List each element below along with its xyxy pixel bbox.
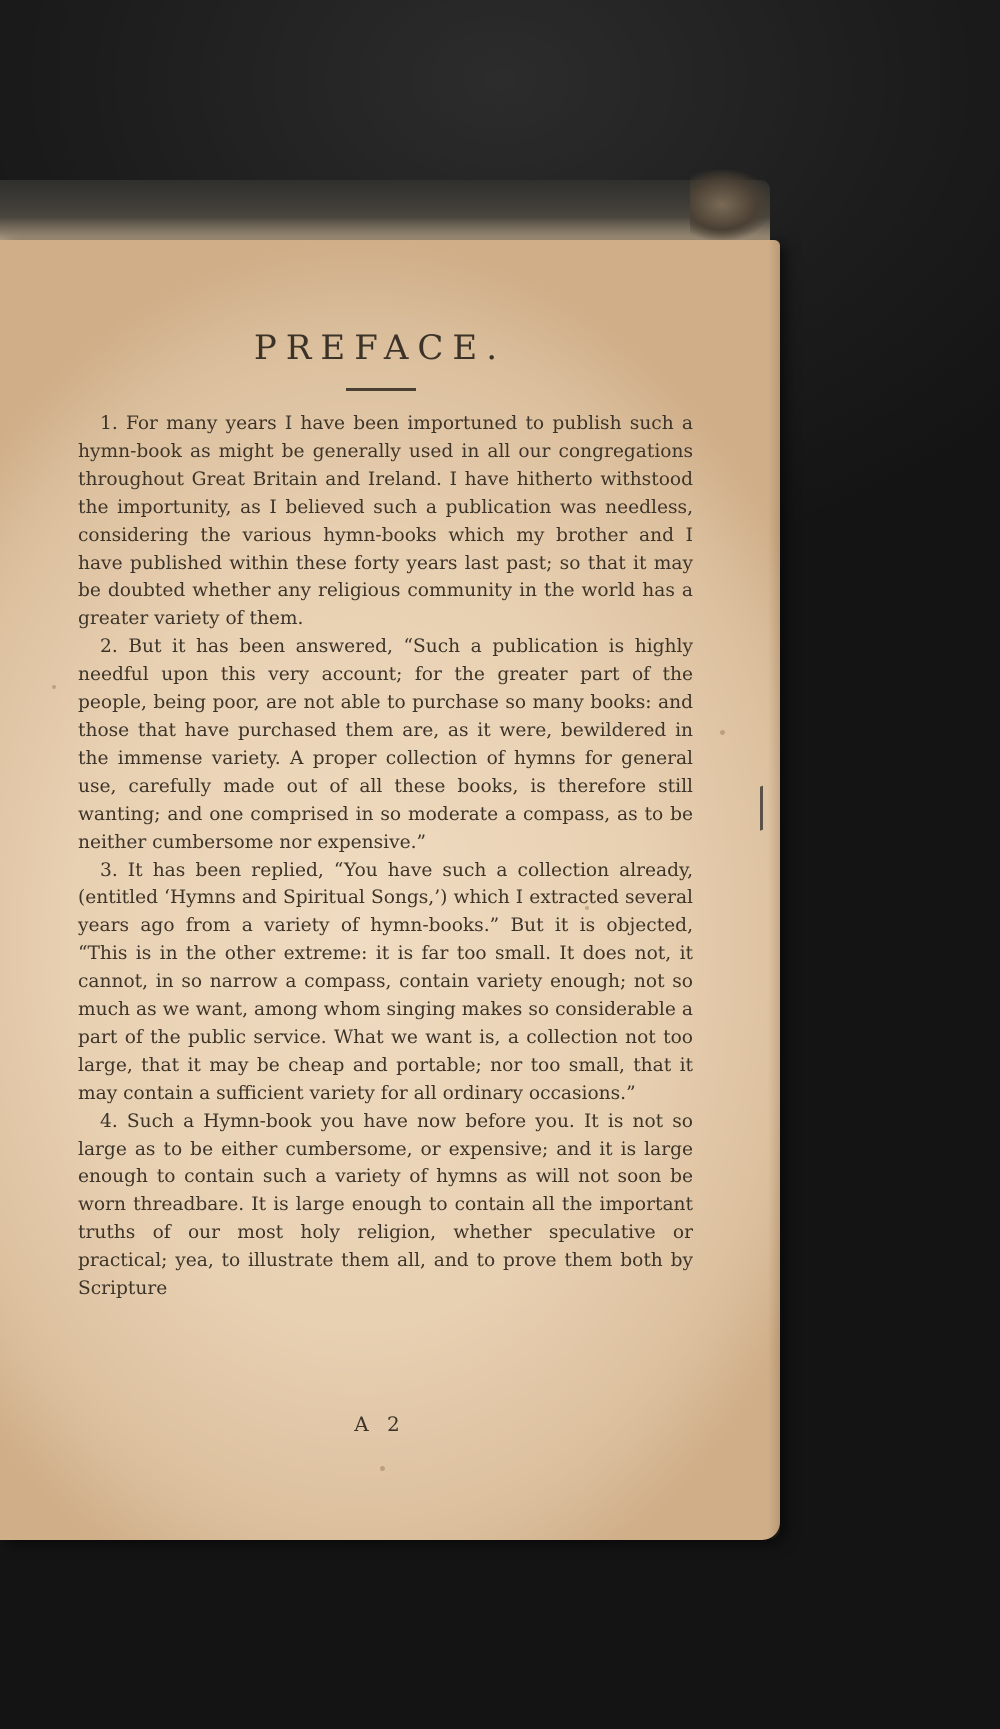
preface-body	[78, 410, 693, 1303]
book-page	[0, 240, 780, 1540]
paper-spot	[380, 1466, 385, 1471]
heading-rule	[346, 388, 416, 391]
paper-spot	[52, 685, 56, 689]
paragraph-3: 3. It has been replied, “You have such a collection already, (entitled ‘Hymns and Spiritual Songs,’) which I extracted several years ago from a variety of hymn-books.” But it is objected, “This is in the other extreme: it is far too small. It does not, it cannot, in so narrow a compass, contain variety enough; not so much as we want, among whom singing makes so considerable a part of the public service. What we want is, a collection not too large, that it may be cheap and portable; nor too small, that it may contain a sufficient variety for all ordinary occasions.”	[78, 859, 693, 1104]
paragraph-4: 4. Such a Hymn-book you have now before you. It is not so large as to be either cumbersome, or expensive; and it is large enough to contain such a variety of hymns as will not soon be worn threadbare. It is large enough to contain all the important truths of our most holy religion, whether speculative or practical; yea, to illustrate them all, and to prove them both by Scripture	[78, 1110, 693, 1300]
page-heading: PREFACE.	[253, 328, 507, 368]
paragraph-2: 2. But it has been answered, “Such a publication is highly needful upon this very account; for the greater part of the people, being poor, are not able to purchase so many books: and those that have purchased them are, as it were, bewildered in the immense variety. A proper collection of hymns for general use, carefully made out of all these books, is therefore still wanting; and one comprised in so moderate a compass, as to be neither cumbersome nor expensive.”	[78, 636, 693, 853]
signature-mark: A 2	[354, 1412, 406, 1436]
book-cover-edge	[0, 180, 770, 242]
paper-spot	[720, 730, 725, 735]
page-edge-shadow	[768, 240, 780, 1540]
worn-cover-corner	[690, 170, 770, 240]
paragraph-1: 1. For many years I have been importuned to publish such a hymn-book as might be generally used in all our congregations throughout Great Britain and Ireland. I have hitherto withstood the importunity, as I believed such a publication was needless, considering the various hymn-books which my brother and I have published within these forty years last past; so that it may be doubted whether any religious community in the world has a greater variety of them.	[78, 413, 693, 630]
paper-spot	[585, 906, 589, 910]
